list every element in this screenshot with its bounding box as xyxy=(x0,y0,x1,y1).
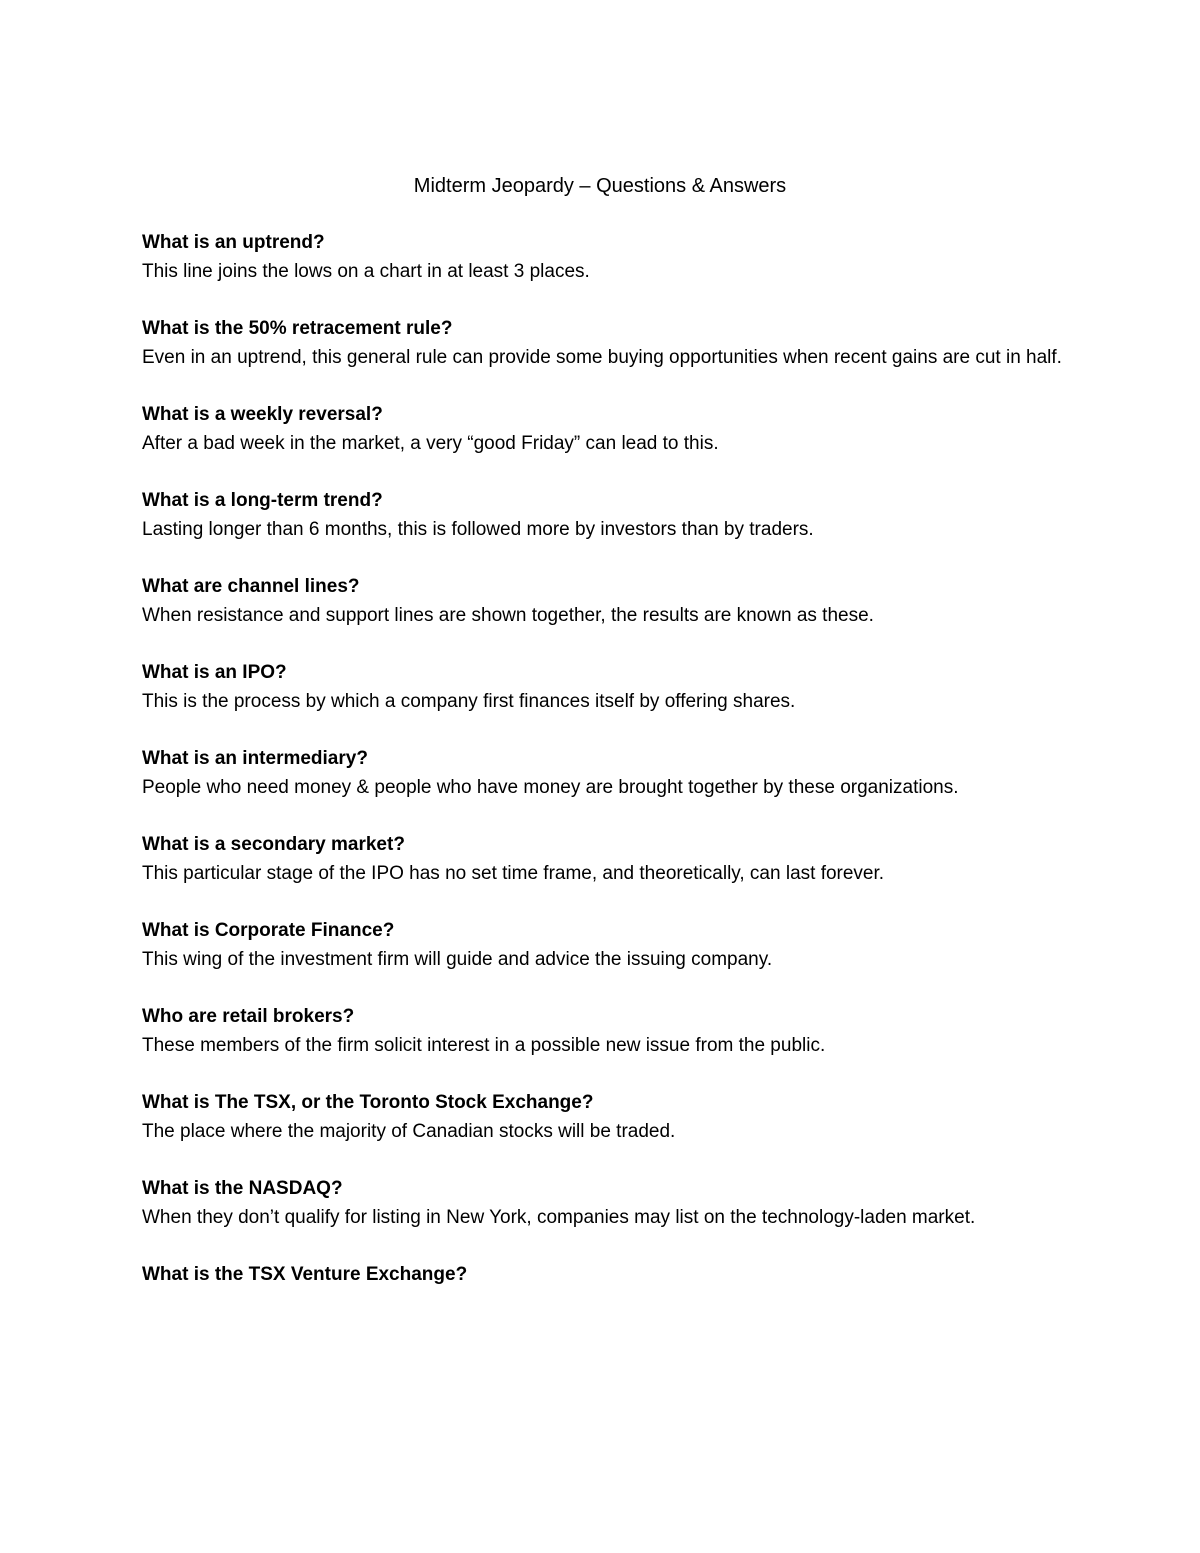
qa-item xyxy=(142,486,1062,544)
qa-item xyxy=(142,314,1062,372)
qa-item xyxy=(142,400,1062,458)
qa-question: What is an uptrend? xyxy=(142,232,325,253)
qa-item xyxy=(142,228,1062,286)
qa-question: What is a long-term trend? xyxy=(142,490,383,511)
qa-item xyxy=(142,744,1062,802)
qa-item xyxy=(142,830,1062,888)
qa-item xyxy=(142,1088,1062,1146)
qa-question: What is Corporate Finance? xyxy=(142,920,395,941)
qa-question: What is The TSX, or the Toronto Stock Exchange? xyxy=(142,1092,594,1113)
qa-answer: These members of the firm solicit interest in a possible new issue from the public. xyxy=(142,1035,826,1056)
qa-question: What is the 50% retracement rule? xyxy=(142,318,453,339)
qa-question: Who are retail brokers? xyxy=(142,1006,355,1027)
qa-question: What is an IPO? xyxy=(142,662,287,683)
qa-answer: Lasting longer than 6 months, this is followed more by investors than by traders. xyxy=(142,519,814,540)
qa-answer: This wing of the investment firm will guide and advice the issuing company. xyxy=(142,949,773,970)
qa-question: What is the TSX Venture Exchange? xyxy=(142,1264,468,1285)
qa-answer: This particular stage of the IPO has no set time frame, and theoretically, can last forever. xyxy=(142,863,885,884)
document-title: Midterm Jeopardy – Questions & Answers xyxy=(413,175,787,197)
qa-question: What is an intermediary? xyxy=(142,748,368,769)
qa-answer: The place where the majority of Canadian stocks will be traded. xyxy=(142,1121,676,1142)
qa-answer: Even in an uptrend, this general rule can provide some buying opportunities when recent gains are cut in half. xyxy=(142,347,1062,368)
qa-question: What is a weekly reversal? xyxy=(142,404,383,425)
qa-answer: This is the process by which a company first finances itself by offering shares. xyxy=(142,691,796,712)
qa-list xyxy=(142,228,1062,1317)
qa-answer: This line joins the lows on a chart in at least 3 places. xyxy=(142,261,590,282)
qa-item xyxy=(142,658,1062,716)
qa-answer: When they don’t qualify for listing in New York, companies may list on the technology-laden market. xyxy=(142,1207,976,1228)
qa-item xyxy=(142,1174,1062,1232)
qa-item xyxy=(142,1260,1062,1289)
qa-answer: After a bad week in the market, a very “good Friday” can lead to this. xyxy=(142,433,719,454)
qa-question: What is a secondary market? xyxy=(142,834,405,855)
qa-answer: When resistance and support lines are shown together, the results are known as these. xyxy=(142,605,874,626)
qa-question: What are channel lines? xyxy=(142,576,360,597)
qa-item xyxy=(142,916,1062,974)
qa-answer: People who need money & people who have money are brought together by these organizations. xyxy=(142,777,959,798)
qa-item xyxy=(142,572,1062,630)
qa-item xyxy=(142,1002,1062,1060)
qa-question: What is the NASDAQ? xyxy=(142,1178,343,1199)
